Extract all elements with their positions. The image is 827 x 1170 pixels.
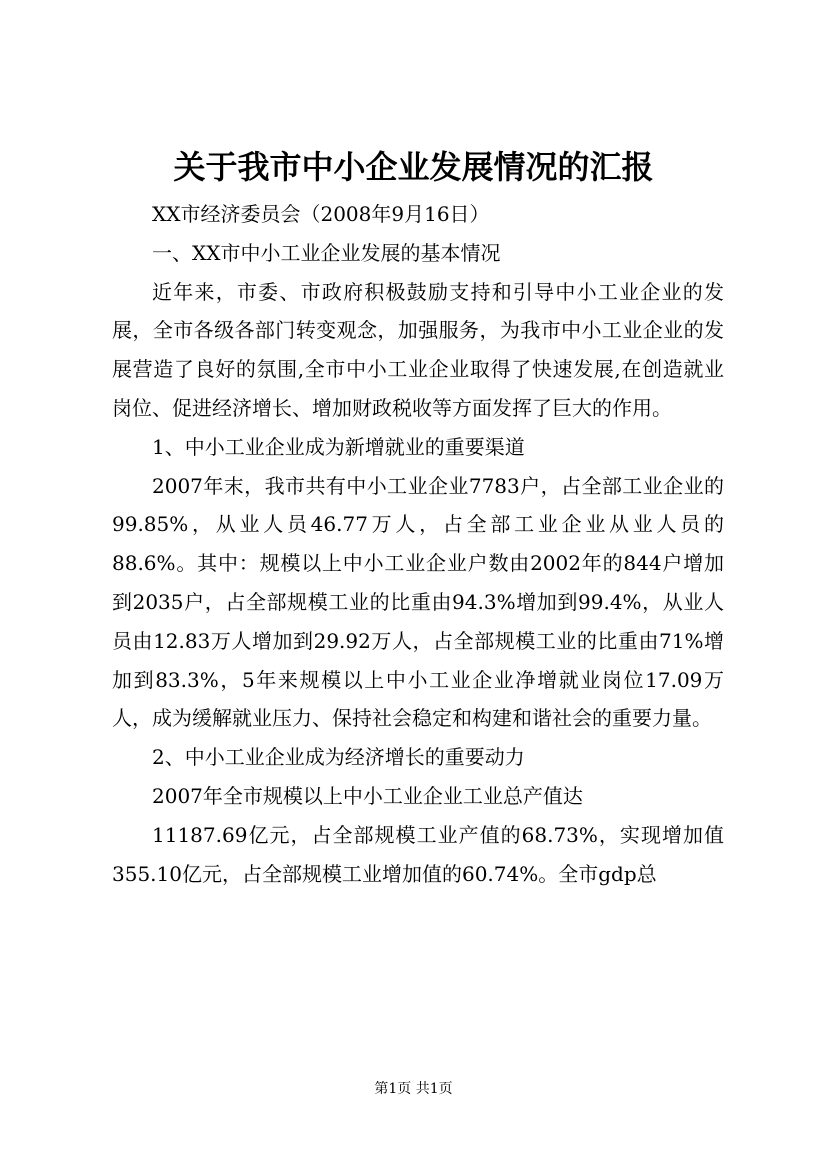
page-footer: 第1页 共1页	[374, 1081, 453, 1097]
body-paragraph: 11187.69亿元，占全部规模工业产值的68.73%，实现增加值355.10亿元，占全部规模工业增加值的60.74%。全市gdp总	[112, 822, 724, 886]
subsection-heading: 2、中小工业企业成为经济增长的重要动力	[152, 745, 525, 770]
body-paragraph: 2007年全市规模以上中小工业企业工业总产值达	[152, 783, 583, 808]
issuer-line: XX市经济委员会（2008年9月16日）	[152, 202, 490, 226]
subsection-heading: 1、中小工业企业成为新增就业的重要渠道	[152, 434, 525, 459]
body-paragraph: 近年来，市委、市政府积极鼓励支持和引导中小工业企业的发展，全市各级各部门转变观念，加强服务，为我市中小工业企业的发展营造了良好的氛围,全市中小工业企业取得了快速发展,在创造就业岗位、促进经济增长、增加财政税收等方面发挥了巨大的作用。	[112, 279, 724, 420]
section-heading: 一、XX市中小工业企业发展的基本情况	[152, 240, 501, 265]
document-body	[112, 195, 724, 893]
document-title: 关于我市中小企业发展情况的汇报	[173, 148, 654, 186]
body-paragraph: 2007年末，我市共有中小工业企业7783户，占全部工业企业的99.85%，从业人员46.77万人，占全部工业企业从业人员的88.6%。其中：规模以上中小工业企业户数由2002年的844户增加到2035户，占全部规模工业的比重由94.3%增加到99.4%，从业人员由12.83万人增加到29.92万人，占全部规模工业的比重由71%增加到83.3%，5年来规模以上中小工业企业净增就业岗位17.09万人，成为缓解就业压力、保持社会稳定和构建和谐社会的重要力量。	[112, 473, 724, 731]
